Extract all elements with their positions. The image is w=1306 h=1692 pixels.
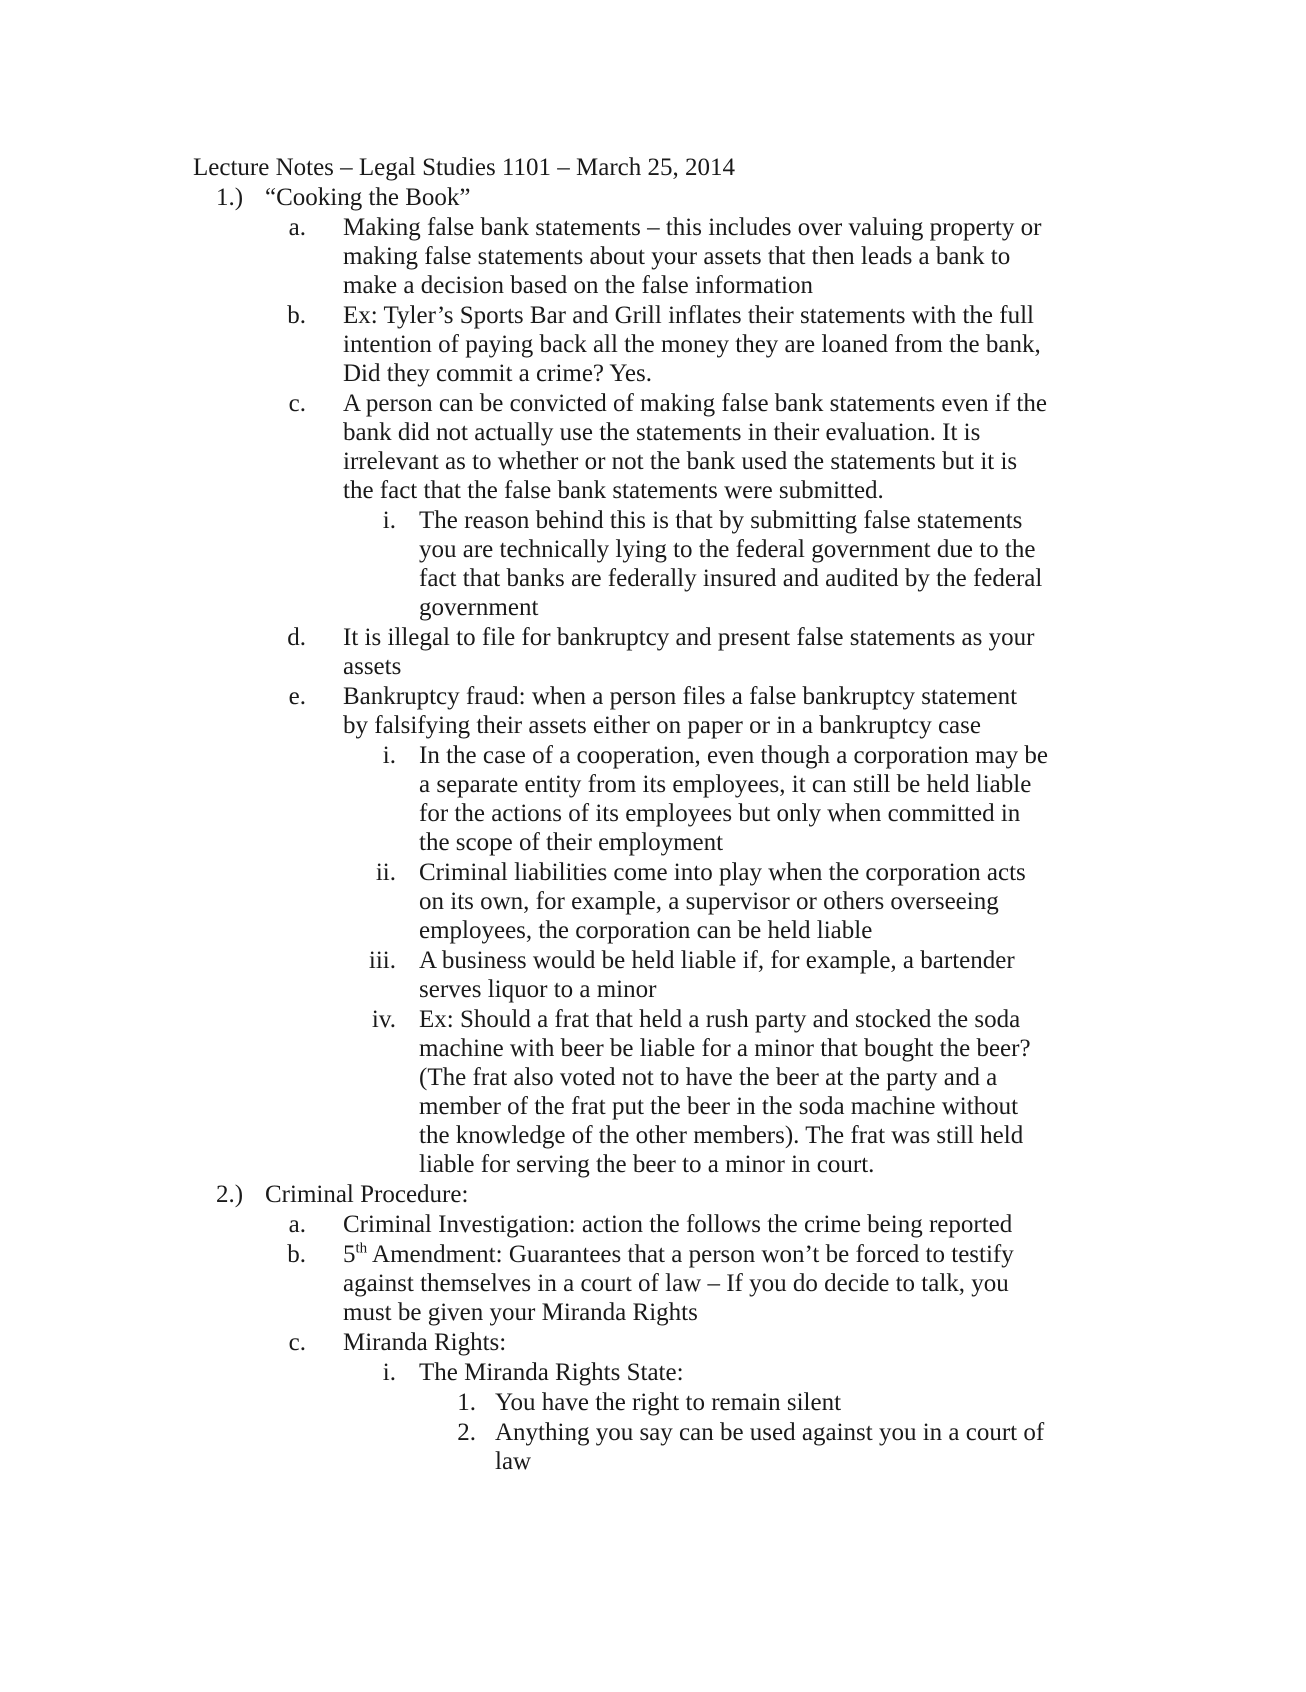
item-1b-line: intention of paying back all the money they are loaned from the bank, — [343, 331, 1041, 358]
item-1d-line: assets — [343, 653, 402, 680]
item-2b-line: against themselves in a court of law – If you do decide to talk, you — [343, 1270, 1009, 1297]
item-2c-line: Miranda Rights: — [343, 1329, 507, 1356]
section-2-heading: Criminal Procedure: — [265, 1181, 469, 1208]
item-1c-line: irrelevant as to whether or not the bank used the statements but it is — [343, 448, 1018, 475]
item-2b-line: must be given your Miranda Rights — [343, 1299, 698, 1326]
item-2c-i-2-line: law — [495, 1448, 532, 1475]
item-1e-iv-line: the knowledge of the other members). The frat was still held — [419, 1122, 1024, 1149]
item-1e-iii-marker: iii. — [368, 947, 396, 974]
item-1e-i-line: for the actions of its employees but only when committed in — [419, 800, 1021, 827]
item-1a-line: Making false bank statements – this includes over valuing property or — [343, 214, 1042, 241]
item-1c-i-line: you are technically lying to the federal government due to the — [419, 536, 1036, 563]
item-1e-i-line: In the case of a cooperation, even though a corporation may be — [419, 742, 1048, 769]
item-1c-i-line: fact that banks are federally insured and audited by the federal — [419, 565, 1043, 592]
item-1a-line: making false statements about your assets that then leads a bank to — [343, 243, 1011, 270]
item-1c-i-line: government — [419, 594, 539, 621]
item-2c-i-1-line: You have the right to remain silent — [495, 1389, 842, 1416]
item-1e-i-line: the scope of their employment — [419, 829, 724, 856]
item-1e-ii-marker: ii. — [375, 859, 396, 886]
item-1c-i-line: The reason behind this is that by submitting false statements — [419, 507, 1023, 534]
section-2-marker: 2.) — [216, 1181, 244, 1208]
item-1e-iv-line: machine with beer be liable for a minor that bought the beer? — [419, 1035, 1031, 1062]
item-1c-line: bank did not actually use the statements in their evaluation. It is — [343, 419, 981, 446]
item-2a-line: Criminal Investigation: action the follows the crime being reported — [343, 1211, 1013, 1238]
item-1e-ii-line: Criminal liabilities come into play when the corporation acts — [419, 859, 1026, 886]
item-1e-iv-line: member of the frat put the beer in the soda machine without — [419, 1093, 1019, 1120]
item-1e-iii-line: A business would be held liable if, for example, a bartender — [419, 947, 1015, 974]
item-1e-iv-line: liable for serving the beer to a minor in court. — [419, 1151, 875, 1178]
item-1e-iv-line: Ex: Should a frat that held a rush party and stocked the soda — [419, 1006, 1021, 1033]
item-1c-i-marker: i. — [382, 507, 396, 534]
amendment-number: 5 — [343, 1241, 356, 1268]
section-1-marker: 1.) — [216, 184, 244, 211]
item-1e-iii-line: serves liquor to a minor — [419, 976, 657, 1003]
section-1-heading: “Cooking the Book” — [265, 184, 471, 211]
item-1c-line: the fact that the false bank statements were submitted. — [343, 477, 884, 504]
item-1e-line: by falsifying their assets either on paper or in a bankruptcy case — [343, 712, 981, 739]
item-2c-i-2-marker: 2. — [457, 1419, 476, 1446]
item-1c-line: A person can be convicted of making false bank statements even if the — [343, 390, 1047, 417]
item-1b-line: Ex: Tyler’s Sports Bar and Grill inflates their statements with the full — [343, 302, 1034, 329]
item-2b-first-line — [343, 1240, 1014, 1270]
item-1e-iv-marker: iv. — [371, 1006, 396, 1033]
item-1e-line: Bankruptcy fraud: when a person files a false bankruptcy statement — [343, 683, 1018, 710]
item-1b-line: Did they commit a crime? Yes. — [343, 360, 652, 387]
item-2c-marker: c. — [288, 1329, 306, 1356]
item-2b-marker: b. — [287, 1241, 306, 1268]
item-2c-i-marker: i. — [382, 1359, 396, 1386]
item-1a-marker: a. — [288, 214, 306, 241]
item-1e-marker: e. — [288, 683, 306, 710]
item-2b-first-rest: Amendment: Guarantees that a person won’t be forced to testify — [367, 1241, 1014, 1268]
ordinal-suffix: th — [355, 1240, 368, 1257]
item-1e-i-line: a separate entity from its employees, it can still be held liable — [419, 771, 1032, 798]
item-1b-marker: b. — [287, 302, 306, 329]
item-1c-marker: c. — [288, 390, 306, 417]
document-title: Lecture Notes – Legal Studies 1101 – March 25, 2014 — [193, 154, 736, 181]
item-2c-i-line: The Miranda Rights State: — [419, 1359, 684, 1386]
item-2c-i-2-line: Anything you say can be used against you in a court of — [495, 1419, 1045, 1446]
item-1d-line: It is illegal to file for bankruptcy and present false statements as your — [343, 624, 1035, 651]
item-2c-i-1-marker: 1. — [457, 1389, 476, 1416]
item-1d-marker: d. — [287, 624, 306, 651]
item-1e-i-marker: i. — [382, 742, 396, 769]
item-1e-ii-line: on its own, for example, a supervisor or others overseeing — [419, 888, 999, 915]
item-2a-marker: a. — [288, 1211, 306, 1238]
item-1e-ii-line: employees, the corporation can be held liable — [419, 917, 873, 944]
item-1a-line: make a decision based on the false information — [343, 272, 813, 299]
item-1e-iv-line: (The frat also voted not to have the beer at the party and a — [419, 1064, 998, 1091]
